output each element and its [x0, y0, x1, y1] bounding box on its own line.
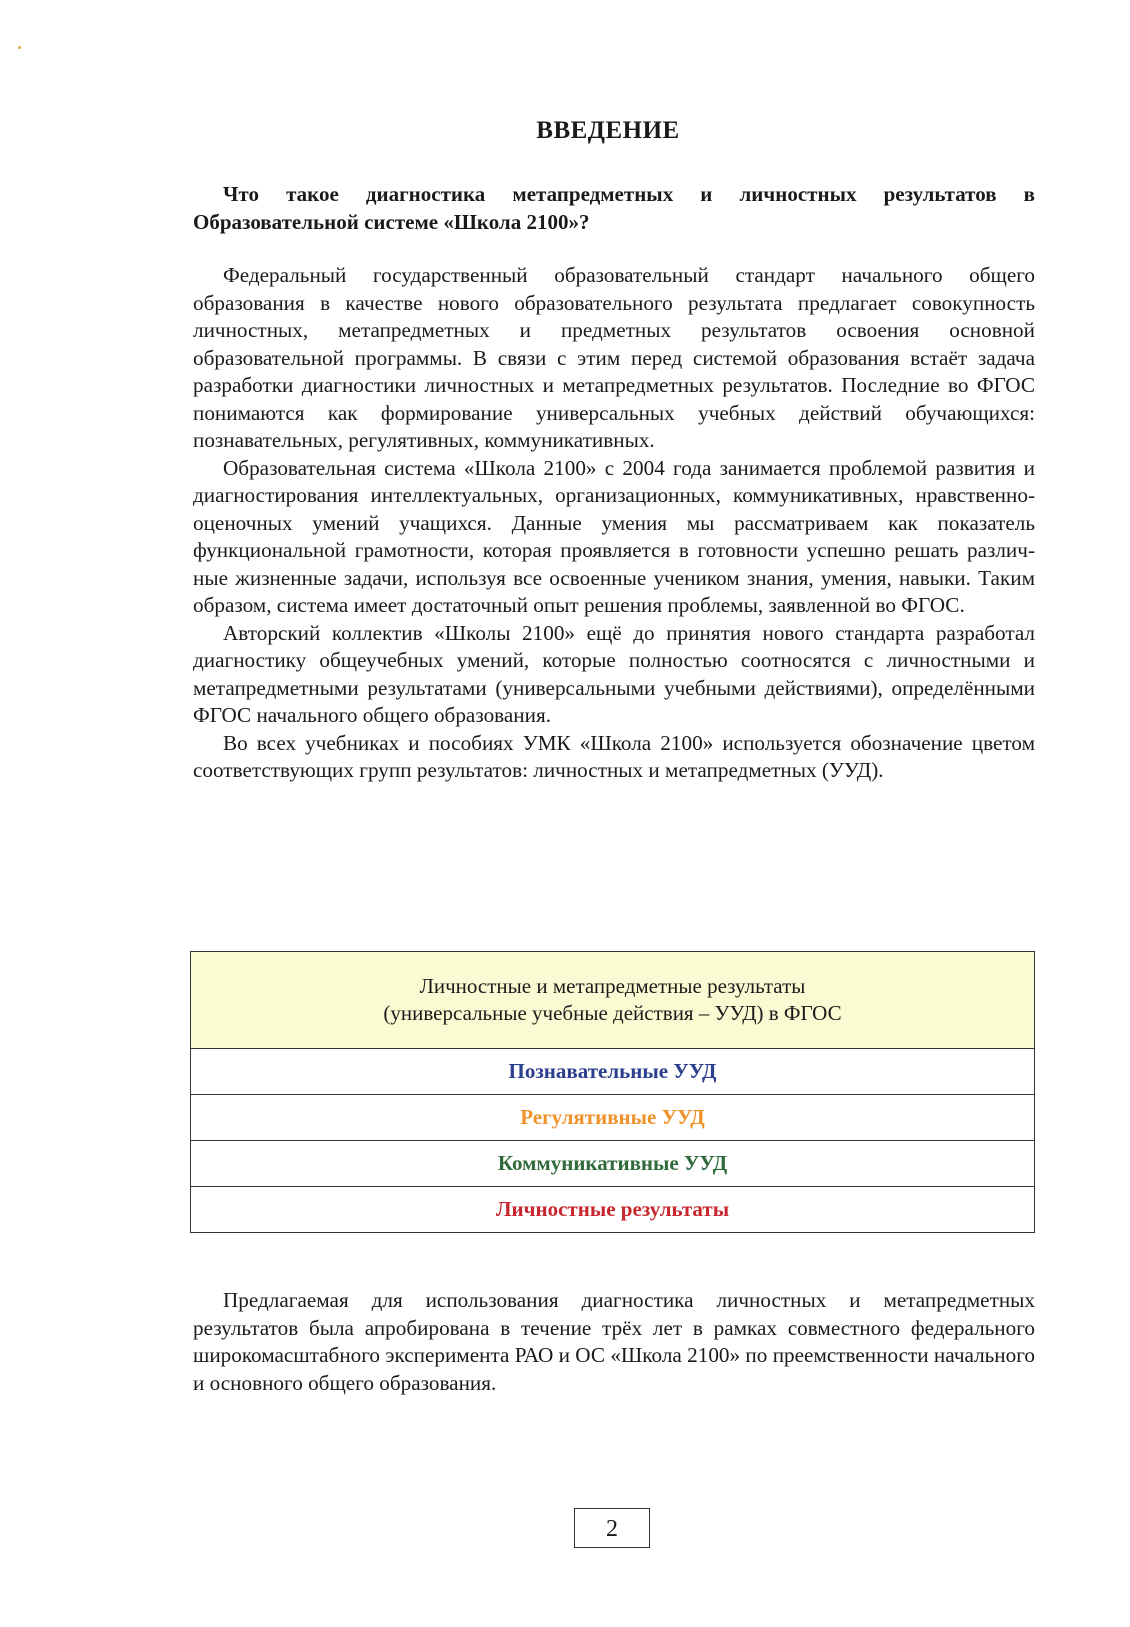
page-title: ВВЕДЕНИЕ	[536, 117, 680, 144]
paragraph: Федеральный государственный образовательный стандарт начального общего образования в качестве нового образовательного результата предлагает совокупность личностных, метапредметных и предметных результатов освоения основной образовательной программы. В связи с этим перед системой образования встаёт задача разработки диагностики личностных и метапредметных результатов. Последние во ФГОС понимаются как формирование универсальных учебных действий обучающихся: познавательных, регулятивных, коммуникативных.	[193, 263, 1035, 452]
uud-table-header	[191, 952, 1035, 1049]
closing-text	[193, 1287, 1035, 1397]
intro-text	[193, 262, 1035, 785]
uud-row-communicative: Коммуникативные УУД	[191, 1141, 1035, 1187]
uud-row-personal: Личностные результаты	[191, 1187, 1035, 1233]
paragraph: Авторский коллектив «Школы 2100» ещё до принятия нового стандарта разработал диагностику общеучебных умений, которые полностью соотносятся с личностными и метапредметными результатами (универсальными учебными действиями), определёнными ФГОС начального общего образования.	[193, 620, 1035, 727]
uud-row-regulatory: Регулятивные УУД	[191, 1095, 1035, 1141]
scan-speck	[18, 46, 21, 49]
paragraph: Во всех учебниках и пособиях УМК «Школа 2100» используется обозначение цветом соответствующих групп результатов: личностных и метапредметных (УУД).	[193, 730, 1035, 782]
paragraph: Образовательная система «Школа 2100» с 2004 года занимается проблемой развития и диагностирования интеллектуальных, организационных, коммуникативных, нравственно-оценочных умений учащихся. Данные умения мы рассматриваем как показатель функциональной грамотности, которая проявляется в готовности успешно решать различные жизненные задачи, используя все освоенные учеником знания, умения, навыки. Таким образом, система имеет достаточный опыт решения проблемы, заявленной во ФГОС.	[193, 455, 1035, 617]
paragraph: Предлагаемая для использования диагностика личностных и метапредметных результатов была апробирована в течение трёх лет в рамках совместного федерального широкомасштабного эксперимента РАО и ОС «Школа 2100» по преемственности начального и основного общего образования.	[193, 1288, 1035, 1395]
uud-table-header-text: Личностные и метапредметные результаты (универсальные учебные действия – УУД) в ФГОС	[383, 974, 842, 1025]
section-question: Что такое диагностика метапредметных и личностных результатов в Образовательной системе «Школа 2100»?	[193, 182, 1035, 234]
page-number: 2	[574, 1508, 650, 1548]
uud-row-cognitive: Познавательные УУД	[191, 1049, 1035, 1095]
uud-table	[190, 951, 1035, 1233]
